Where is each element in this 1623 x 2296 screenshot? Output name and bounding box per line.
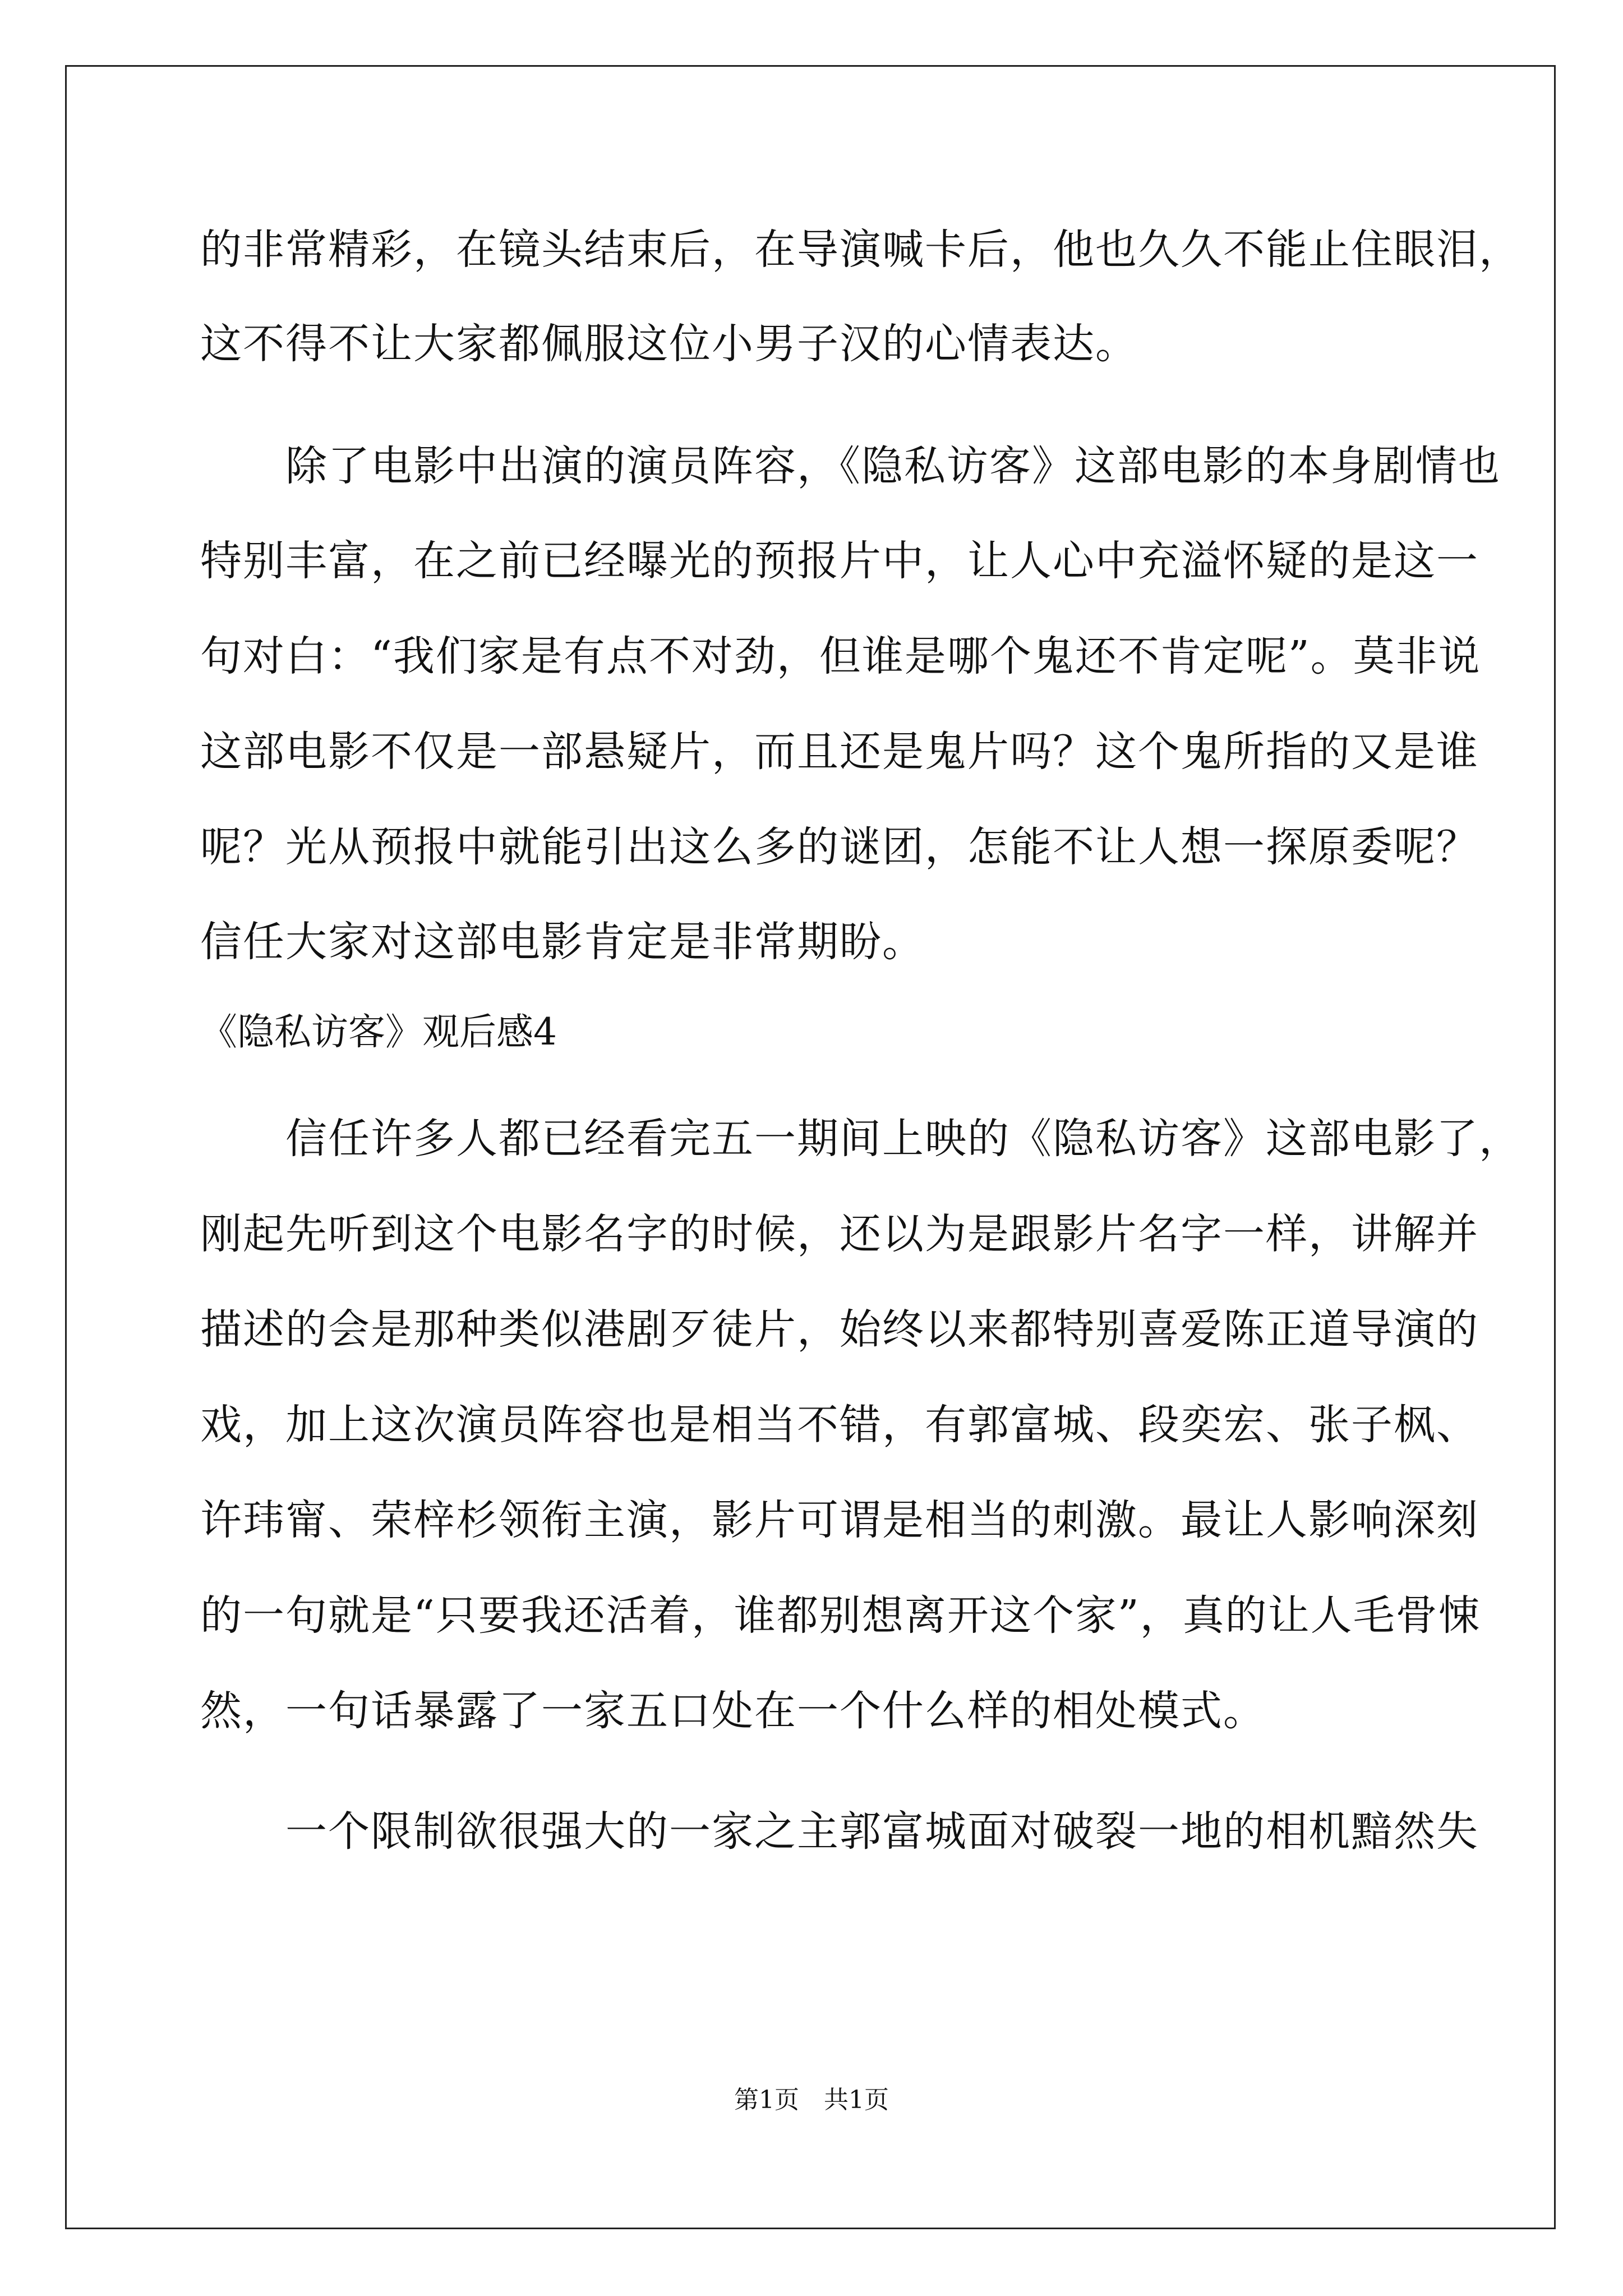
text-line: 句对白：“我们家是有点不对劲，但谁是哪个鬼还不肯定呢”。莫非说 — [200, 632, 1481, 680]
text-line: 戏，加上这次演员阵容也是相当不错，有郭富城、段奕宏、张子枫、 — [200, 1401, 1479, 1449]
text-line: 这部电影不仅是一部悬疑片，而且还是鬼片吗？这个鬼所指的又是谁 — [200, 728, 1479, 776]
section-heading: 《隐私访客》观后感4 — [200, 1010, 557, 1053]
page-footer: 第1页 共1页 — [734, 2086, 889, 2114]
text-line: 的非常精彩，在镜头结束后，在导演喊卡后，他也久久不能止住眼泪， — [200, 226, 1521, 274]
text-line: 特别丰富，在之前已经曝光的预报片中，让人心中充溢怀疑的是这一 — [200, 537, 1479, 585]
text-line: 呢？光从预报中就能引出这么多的谜团，怎能不让人想一探原委呢？ — [200, 823, 1479, 871]
text-line: 这不得不让大家都佩服这位小男子汉的心情表达。 — [200, 320, 1138, 368]
text-line: 的一句就是“只要我还活着，谁都别想离开这个家”，真的让人毛骨悚 — [200, 1591, 1481, 1640]
text-line: 然，一句话暴露了一家五口处在一个什么样的相处模式。 — [200, 1687, 1266, 1735]
text-line: 刚起先听到这个电影名字的时候，还以为是跟影片名字一样，讲解并 — [200, 1210, 1479, 1258]
text-line: 许玮甯、荣梓杉领衔主演，影片可谓是相当的刺激。最让人影响深刻 — [200, 1496, 1479, 1544]
text-line: 描述的会是那种类似港剧歹徒片，始终以来都特别喜爱陈正道导演的 — [200, 1305, 1479, 1354]
text-line: 信任许多人都已经看完五一期间上映的《隐私访客》这部电影了， — [200, 1115, 1521, 1163]
text-line: 除了电影中出演的演员阵容，《隐私访客》这部电影的本身剧情也 — [200, 442, 1501, 490]
text-line: 信任大家对这部电影肯定是非常期盼。 — [200, 918, 925, 966]
text-line: 一个限制欲很强大的一家之主郭富城面对破裂一地的相机黯然失 — [200, 1807, 1479, 1856]
